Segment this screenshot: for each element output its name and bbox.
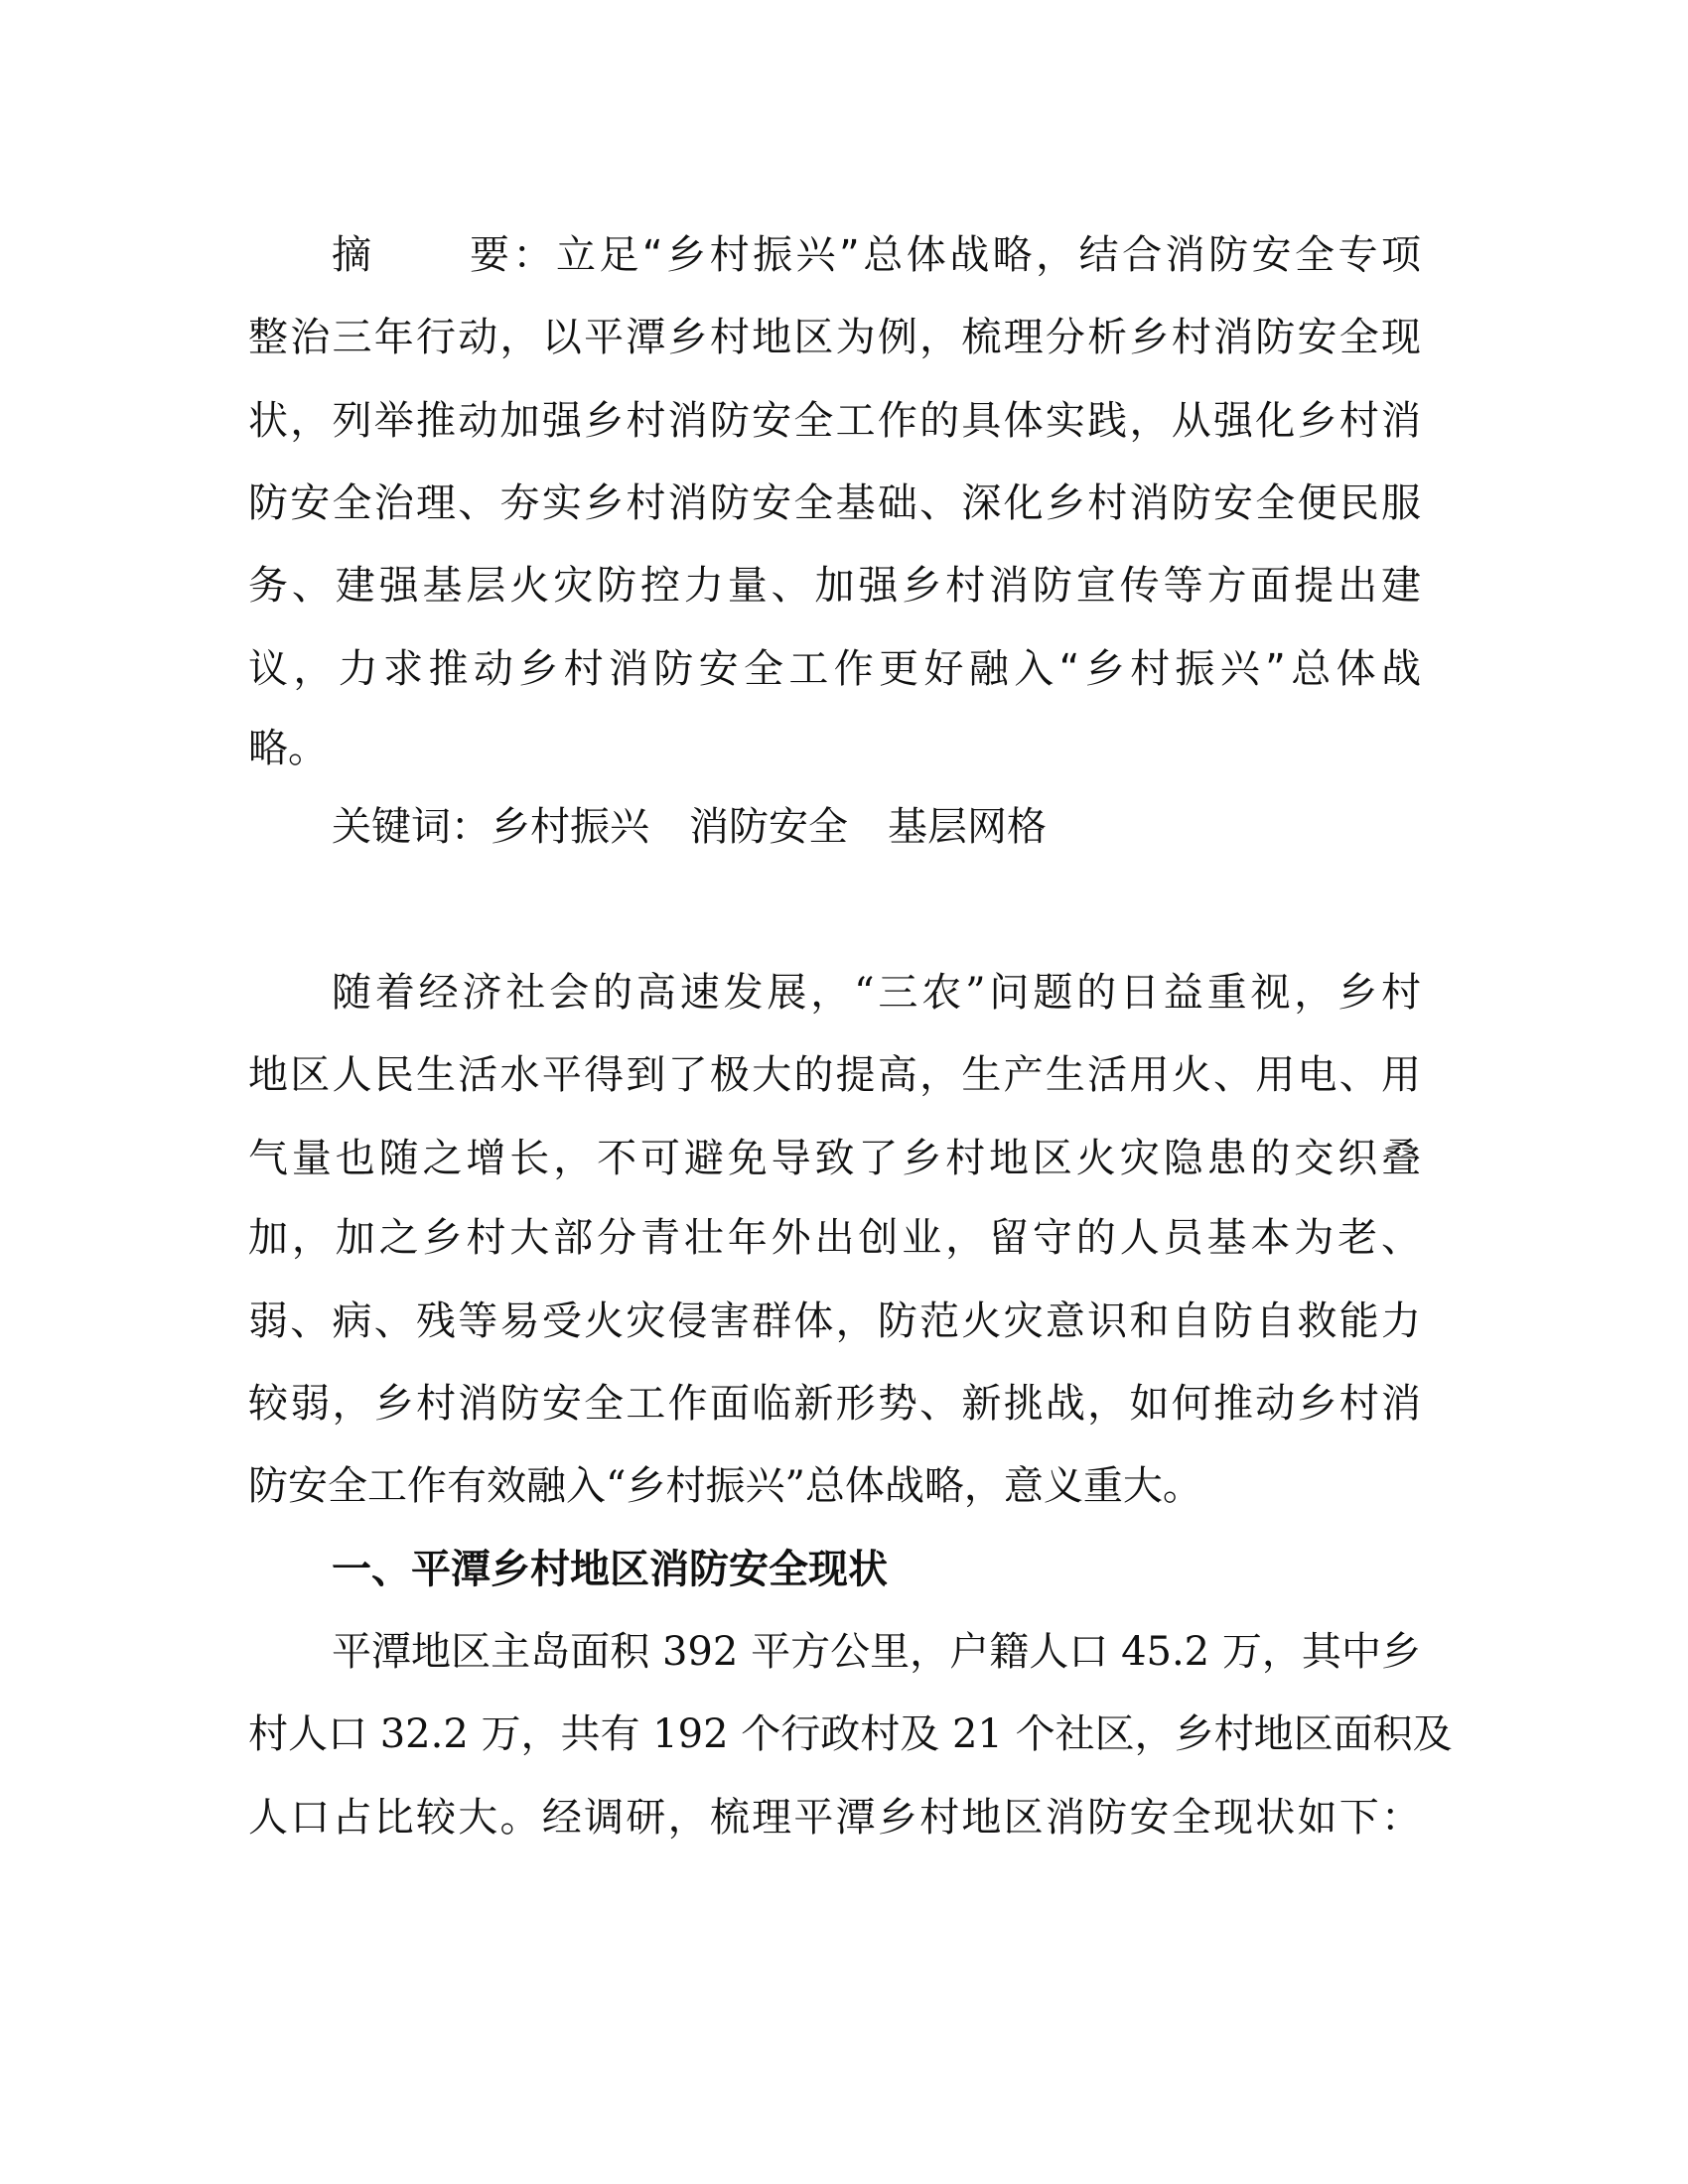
paragraph-line: 平潭地区主岛面积 392 平方公里，户籍人口 45.2 万，其中乡	[332, 1629, 1421, 1675]
abstract-line: 务、建强基层火灾防控力量、加强乡村消防宣传等方面提出建	[248, 563, 1421, 609]
paragraph-line: 较弱，乡村消防安全工作面临新形势、新挑战，如何推动乡村消	[248, 1381, 1421, 1427]
abstract-line: 整治三年行动，以平潭乡村地区为例，梳理分析乡村消防安全现	[248, 315, 1421, 360]
section-heading: 一、平潭乡村地区消防安全现状	[332, 1547, 888, 1592]
abstract-label-second: 要：	[466, 232, 556, 278]
keyword: 乡村振兴	[491, 804, 649, 850]
keywords	[332, 801, 1421, 853]
paragraph-line: 气量也随之增长，不可避免导致了乡村地区火灾隐患的交织叠	[248, 1136, 1421, 1181]
abstract-line: 略。	[248, 726, 328, 771]
abstract-line: 议，力求推动乡村消防安全工作更好融入“乡村振兴”总体战	[248, 646, 1421, 692]
abstract-line	[332, 229, 1421, 281]
paragraph-line: 随着经济社会的高速发展，“三农”问题的日益重视，乡村	[332, 970, 1421, 1016]
keywords-label: 关键词：	[332, 804, 491, 850]
paragraph-line: 加，加之乡村大部分青壮年外出创业，留守的人员基本为老、	[248, 1215, 1421, 1261]
paragraph-line: 地区人民生活水平得到了极大的提高，生产生活用火、用电、用	[248, 1052, 1421, 1098]
abstract-line: 状，列举推动加强乡村消防安全工作的具体实践，从强化乡村消	[248, 398, 1421, 444]
keyword: 基层网格	[888, 804, 1047, 850]
abstract-line: 防安全治理、夯实乡村消防安全基础、深化乡村消防安全便民服	[248, 480, 1421, 526]
paragraph-line: 防安全工作有效融入“乡村振兴”总体战略，意义重大。	[248, 1463, 1202, 1509]
abstract-label	[332, 232, 556, 278]
paragraph-line: 人口占比较大。经调研，梳理平潭乡村地区消防安全现状如下：	[248, 1795, 1421, 1841]
paragraph-line: 弱、病、残等易受火灾侵害群体，防范火灾意识和自防自救能力	[248, 1298, 1421, 1344]
paragraph-line: 村人口 32.2 万，共有 192 个行政村及 21 个社区，乡村地区面积及	[248, 1711, 1453, 1757]
keyword: 消防安全	[689, 804, 848, 850]
abstract-text: 立足“乡村振兴”总体战略，结合消防安全专项	[555, 232, 1422, 278]
abstract-label-first: 摘	[332, 232, 375, 278]
